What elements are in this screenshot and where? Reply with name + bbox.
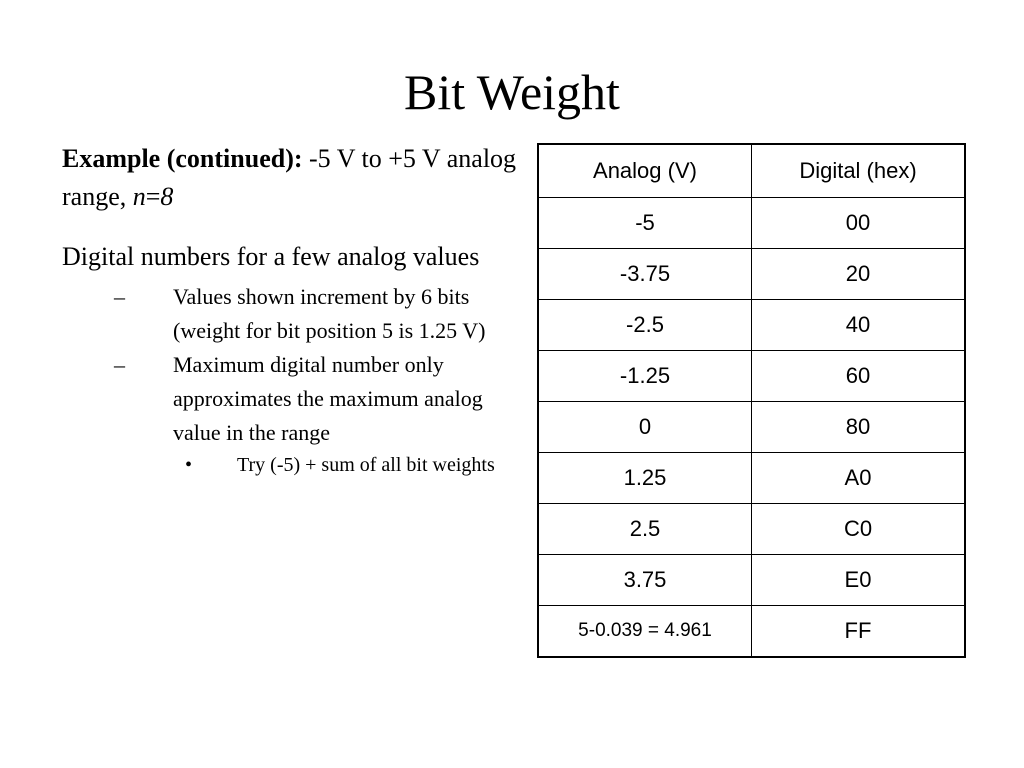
sub-item (62, 280, 522, 348)
body-paragraph: Digital numbers for a few analog values (62, 242, 480, 271)
table-row (538, 504, 965, 555)
sub-item-text: Maximum digital number only approximates the maximum analog value in the range (173, 352, 483, 445)
continued-label: (continued): (166, 144, 303, 173)
bullet-list (173, 450, 522, 481)
table-row (538, 351, 965, 402)
digital-cell: A0 (752, 453, 966, 504)
analog-cell: 1.25 (538, 453, 752, 504)
header-analog: Analog (V) (538, 144, 752, 198)
digital-cell: 80 (752, 402, 966, 453)
table-row (538, 606, 965, 658)
digital-cell: 20 (752, 249, 966, 300)
dash-marker: – (114, 352, 125, 377)
dash-marker: – (114, 284, 125, 309)
digital-cell: 40 (752, 300, 966, 351)
digital-cell: C0 (752, 504, 966, 555)
header-digital: Digital (hex) (752, 144, 966, 198)
bullet-marker: • (185, 454, 193, 476)
digital-cell: 00 (752, 198, 966, 249)
intro-text: -5 V to +5 V analog range, (62, 144, 517, 211)
table-row (538, 555, 965, 606)
sub-item-text: Values shown increment by 6 bits (weight for bit position 5 is 1.25 V) (173, 284, 486, 343)
table-row (538, 402, 965, 453)
analog-cell: 3.75 (538, 555, 752, 606)
table-row (538, 453, 965, 504)
table-row (538, 300, 965, 351)
conversion-table (537, 143, 966, 658)
slide-title: Bit Weight (404, 64, 620, 120)
digital-cell: E0 (752, 555, 966, 606)
analog-cell: 0 (538, 402, 752, 453)
text-column (62, 140, 522, 481)
intro-paragraph (62, 140, 522, 216)
sub-item (62, 348, 522, 481)
analog-cell: 2.5 (538, 504, 752, 555)
analog-cell: -5 (538, 198, 752, 249)
table-row (538, 249, 965, 300)
table-row (538, 198, 965, 249)
n-variable: n (132, 182, 146, 211)
equals-sign: = (145, 182, 161, 211)
digital-cell: 60 (752, 351, 966, 402)
n-value: 8 (160, 182, 174, 211)
analog-cell: -1.25 (538, 351, 752, 402)
analog-cell: -2.5 (538, 300, 752, 351)
bullet-item (62, 450, 522, 481)
bullet-item-text: Try (-5) + sum of all bit weights (237, 454, 495, 476)
analog-cell: 5-0.039 = 4.961 (538, 606, 752, 658)
analog-cell: -3.75 (538, 249, 752, 300)
sub-list (62, 280, 522, 481)
digital-cell: FF (752, 606, 966, 658)
example-label: Example (62, 144, 161, 173)
table-header-row (538, 144, 965, 198)
